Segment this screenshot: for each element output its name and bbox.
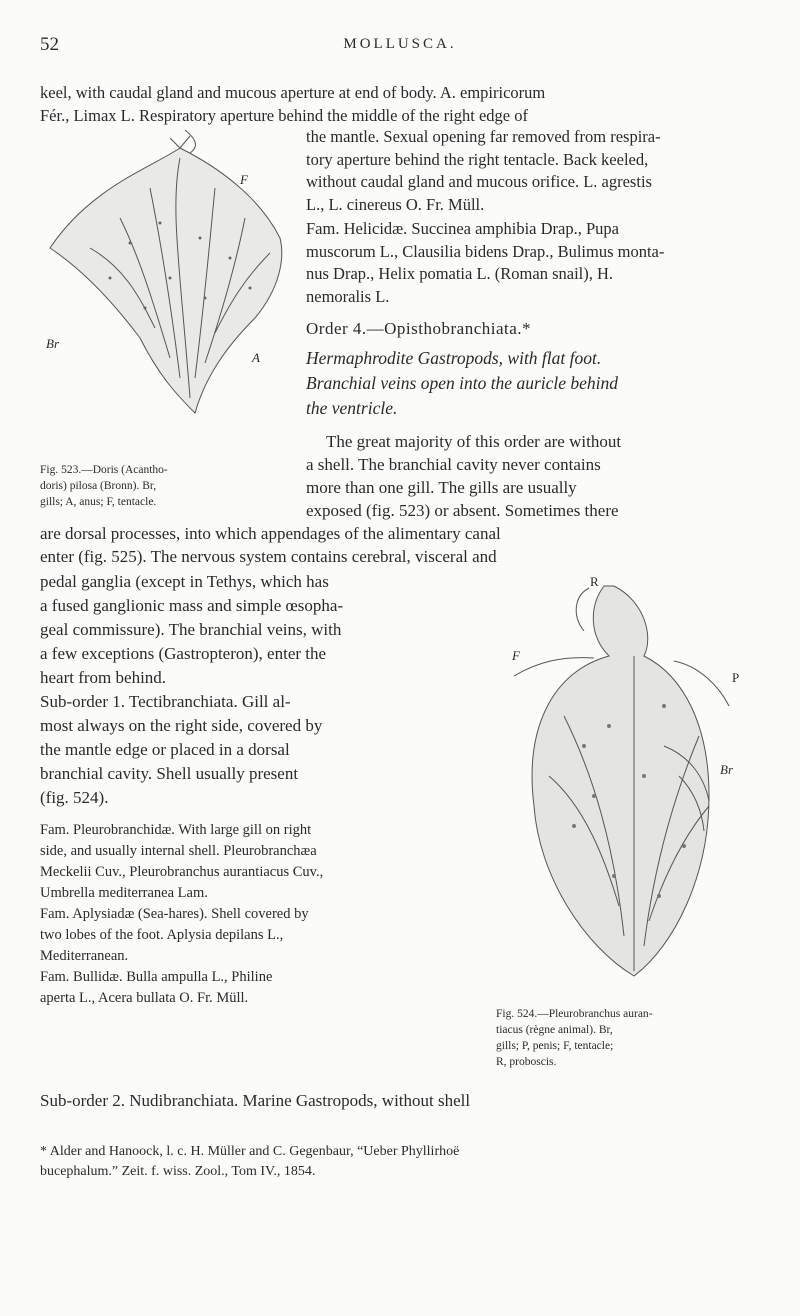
text-line: pedal ganglia (except in Tethys, which has	[40, 572, 329, 591]
helicidae-paragraph	[306, 218, 758, 308]
text-line: side, and usually internal shell. Pleurobranchæa	[40, 843, 317, 859]
footnote-line: * Alder and Hanoock, l. c. H. Müller and C. Gegenbaur, “Ueber Phyllirhoë	[40, 1144, 460, 1159]
text-line: Fam. Bullidæ. Bulla ampulla L., Philine	[40, 969, 273, 985]
text-line: branchial cavity. Shell usually present	[40, 764, 299, 783]
figure-524-caption	[496, 1006, 760, 1070]
text-line: a shell. The branchial cavity never contains	[306, 455, 601, 474]
running-title: MOLLUSCA.	[343, 36, 457, 52]
text-line: Hermaphrodite Gastropods, with flat foot.	[306, 348, 602, 368]
text-line: Meckelii Cuv., Pleurobranchus aurantiacus Cuv.,	[40, 864, 324, 880]
text-line: Fam. Pleurobranchidæ. With large gill on right	[40, 822, 312, 838]
page-header	[40, 34, 760, 58]
text-line: Fam. Aplysiadæ (Sea-hares). Shell covered by	[40, 906, 309, 922]
text-line: (fig. 524).	[40, 788, 109, 807]
order-definition	[306, 346, 758, 421]
text-line: a few exceptions (Gastropteron), enter the	[40, 644, 327, 663]
footnote	[40, 1142, 760, 1182]
text-line: enter (fig. 525). The nervous system contains cerebral, visceral and	[40, 547, 497, 566]
figure-523	[30, 128, 300, 428]
doris-illustration	[30, 128, 300, 428]
label-R: R	[590, 574, 599, 589]
caption-line: R, proboscis.	[496, 1056, 557, 1068]
left-column-paragraph	[40, 570, 480, 810]
text-line: L., L. cinereus O. Fr. Müll.	[306, 194, 485, 214]
caption-line: Fig. 523.—Doris (Acantho-	[40, 464, 168, 476]
text-line: nemoralis L.	[306, 286, 390, 306]
text-line: Fam. Helicidæ. Succinea amphibia Drap., Pupa	[306, 219, 619, 238]
text-line: geal commissure). The branchial veins, with	[40, 620, 342, 639]
text-line: two lobes of the foot. Aplysia depilans L.,	[40, 927, 284, 943]
text-line: a fused ganglionic mass and simple œsopha-	[40, 596, 344, 615]
text-line: keel, with caudal gland and mucous aperture at end of body. A. empiricorum	[40, 83, 546, 102]
text-line: aperta L., Acera bullata O. Fr. Müll.	[40, 990, 249, 1006]
text-line: more than one gill. The gills are usually	[306, 478, 577, 497]
full-width-paragraph	[40, 522, 760, 568]
text-line: Sub-order 1. Tectibranchiata. Gill al-	[40, 692, 291, 711]
text-line: Umbrella mediterranea Lam.	[40, 885, 208, 901]
text-line: The great majority of this order are without	[326, 432, 622, 451]
footnote-line: bucephalum.” Zeit. f. wiss. Zool., Tom IV., 1854.	[40, 1164, 316, 1179]
figure-523-caption	[40, 462, 300, 510]
text-line: tory aperture behind the right tentacle. Back keeled,	[306, 149, 649, 169]
text-line: the mantle edge or placed in a dorsal	[40, 740, 290, 759]
suborder-2-line: Sub-order 2. Nudibranchiata. Marine Gastropods, without shell	[40, 1091, 471, 1110]
text-line: muscorum L., Clausilia bidens Drap., Bulimus monta-	[306, 241, 665, 261]
label-F: F	[240, 172, 248, 187]
text-line: most always on the right side, covered by	[40, 716, 323, 735]
label-P: P	[732, 670, 740, 685]
text-line: nus Drap., Helix pomatia L. (Roman snail), H.	[306, 264, 614, 283]
text-line: without caudal gland and mucous orifice. L. agrestis	[306, 172, 652, 191]
label-A: A	[252, 350, 260, 365]
figure-524	[494, 576, 744, 996]
label-F: F	[512, 648, 520, 663]
label-Br: Br	[46, 336, 59, 351]
page-number: 52	[40, 34, 59, 55]
text-line: heart from behind.	[40, 668, 167, 687]
text-line: Branchial veins open into the auricle behind	[306, 373, 619, 393]
text-line: the mantle. Sexual opening far removed from respira-	[306, 127, 661, 146]
text-line: the ventricle.	[306, 398, 398, 418]
right-block-paragraph	[306, 126, 758, 216]
caption-line: gills; P, penis; F, tentacle;	[496, 1040, 614, 1052]
text-line: are dorsal processes, into which appendages of the alimentary canal	[40, 524, 501, 543]
families-paragraph	[40, 820, 480, 1009]
caption-line: Fig. 524.—Pleurobranchus auran-	[496, 1008, 653, 1020]
text-line: exposed (fig. 523) or absent. Sometimes there	[306, 501, 619, 520]
text-line: Mediterranean.	[40, 948, 129, 964]
text-line: Fér., Limax L. Respiratory aperture behind the middle of the right edge of	[40, 105, 528, 125]
label-Br: Br	[720, 762, 733, 777]
order-text-paragraph	[306, 430, 758, 522]
caption-line: tiacus (règne animal). Br,	[496, 1024, 613, 1036]
order-heading: Order 4.—Opisthobranchiata.*	[306, 319, 532, 338]
intro-paragraph	[40, 82, 760, 127]
caption-line: doris) pilosa (Bronn). Br,	[40, 480, 157, 492]
caption-line: gills; A, anus; F, tentacle.	[40, 496, 157, 508]
pleurobranchus-illustration	[494, 576, 744, 996]
